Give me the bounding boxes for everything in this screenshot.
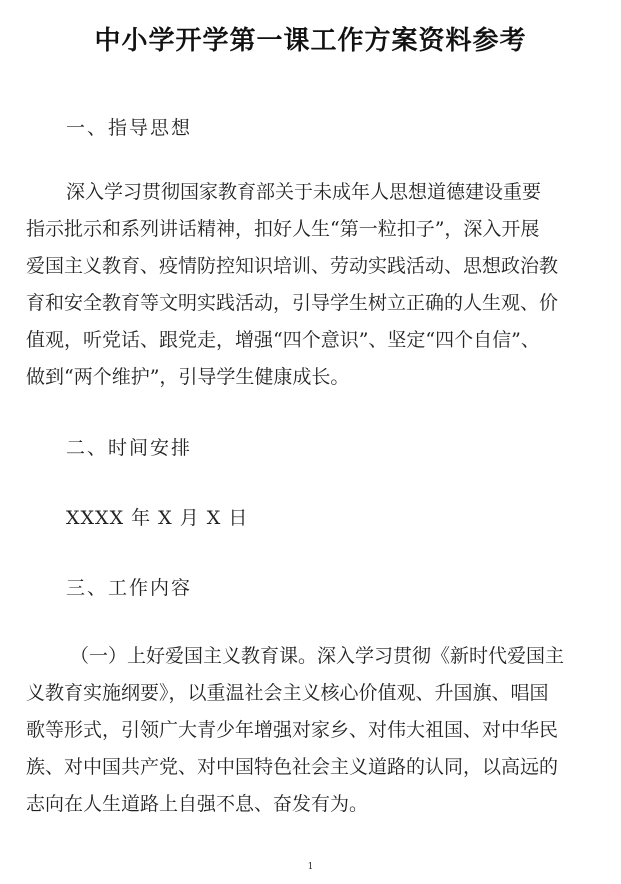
section-heading-work-content: 三、工作内容 [66,577,193,599]
paragraph-line: 育和安全教育等文明实践活动，引导学生树立正确的人生观、价 [26,292,559,314]
document-title: 中小学开学第一课工作方案资料参考 [94,26,527,56]
paragraph-line: 深入学习贯彻国家教育部关于未成年人思想道德建设重要 [66,181,542,203]
paragraph-line: 义教育实施纲要》，以重温社会主义核心价值观、升国旗、唱国 [26,682,549,704]
paragraph-line: 歌等形式，引领广大青少年增强对家乡、对伟大祖国、对中华民 [26,719,559,741]
paragraph-work-content [26,638,601,823]
schedule-date: XXXX 年 X 月 X 日 [66,507,249,529]
paragraph-line: 志向在人生道路上自强不息、奋发有为。 [26,793,369,815]
paragraph-line: 值观，听党话、跟党走，增强“四个意识”、坚定“四个自信”、 [26,329,540,351]
section-heading-schedule: 二、时间安排 [66,437,193,459]
paragraph-line: 做到“两个维护”，引导学生健康成长。 [26,366,350,388]
paragraph-line: 族、对中国共产党、对中国特色社会主义道路的认同，以高远的 [26,756,559,778]
page-number: 1 [307,862,314,872]
paragraph-line: （一）上好爱国主义教育课。深入学习贯彻《新时代爱国主 [70,645,565,667]
paragraph-line: 指示批示和系列讲话精神，扣好人生“第一粒扣子”，深入开展 [26,218,540,240]
paragraph-guiding-thought [26,174,601,396]
paragraph-line: 爱国主义教育、疫情防控知识培训、劳动实践活动、思想政治教 [26,255,559,277]
section-heading-guiding-thought: 一、指导思想 [66,117,193,139]
